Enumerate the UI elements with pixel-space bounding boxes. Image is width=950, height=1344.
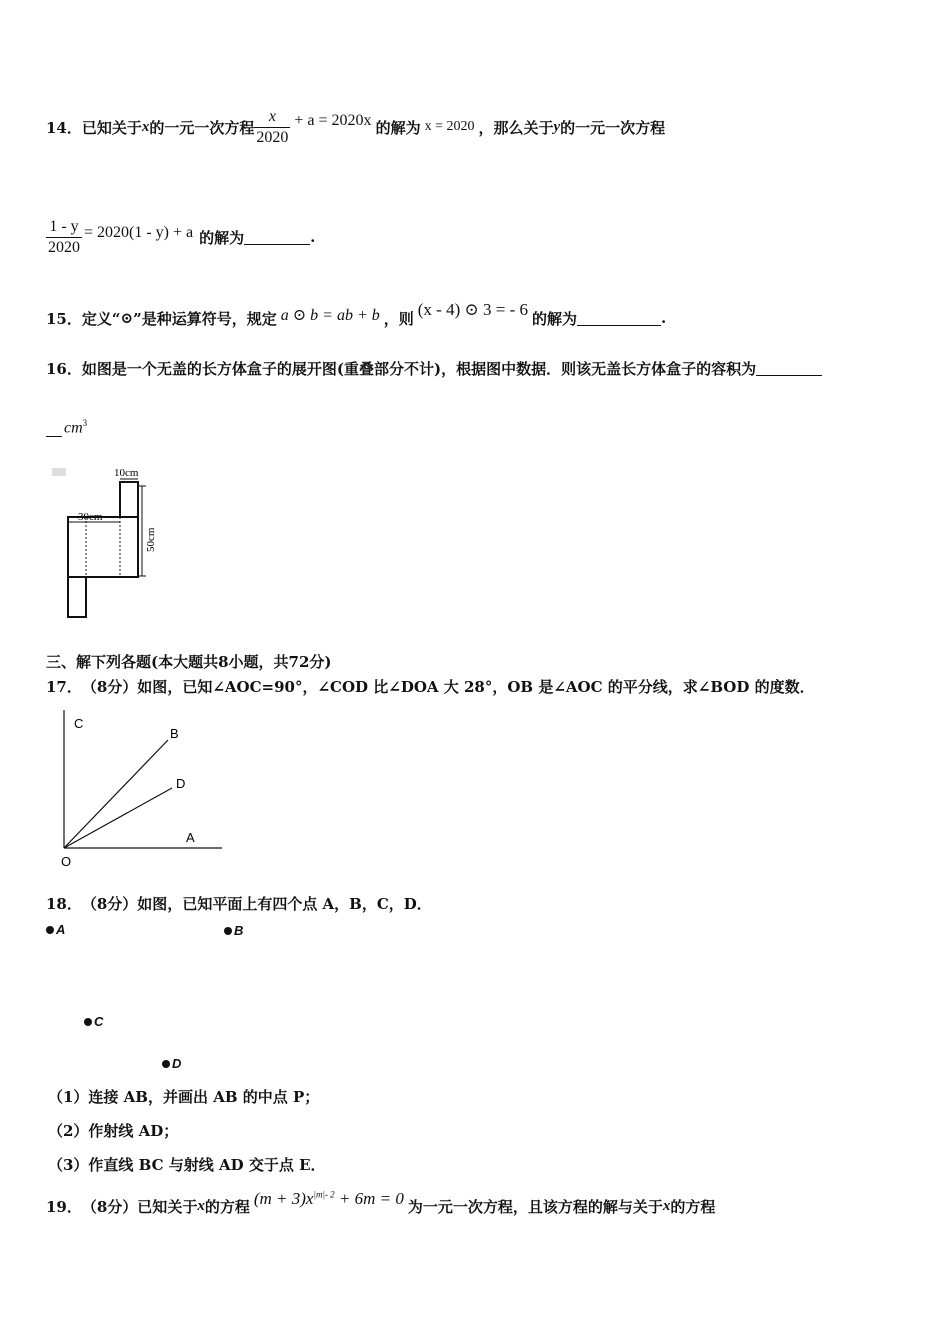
q18-item-2: （2）作射线 AD； [48, 1122, 179, 1140]
q16-label-30cm: 30cm [78, 511, 103, 523]
q17-line [46, 676, 815, 697]
q14-text-2: 的一元一次方程 [149, 118, 255, 137]
q14-equation-fraction [254, 107, 290, 148]
q19-line [46, 1188, 715, 1224]
q19-var-x: x [197, 1197, 205, 1214]
q18-point-b-dot [224, 927, 232, 935]
q17-label-o: O [61, 854, 72, 869]
q16-label-50cm: 50cm [145, 527, 157, 552]
q14-frac-numerator: x [254, 107, 290, 128]
q19-text-4: 的方程 [670, 1197, 716, 1216]
q14-text-7: . [310, 228, 316, 246]
q18-point-c-label: C [94, 1014, 104, 1029]
q16-unit-base: cm [64, 419, 83, 436]
q17-angle-figure [56, 708, 228, 870]
q18-item-1: （1）连接 AB，并画出 AB 的中点 P； [48, 1088, 320, 1106]
q15-number: 15． [46, 309, 82, 328]
q17-label-d: D [176, 776, 186, 791]
q17-text: （8分）如图，已知∠AOC=90°，∠COD 比∠DOA 大 28°，OB 是∠AOC 的平分线，求∠BOD 的度数． [81, 678, 815, 696]
q14-var-x: x [141, 118, 150, 135]
q16-line [46, 358, 822, 379]
q19-equation [254, 1189, 404, 1209]
q17-ray-od [64, 788, 172, 848]
q15-line [46, 300, 666, 336]
q14-text-4: ，那么关于 [478, 118, 554, 137]
q14-second-equation-fraction [46, 217, 82, 258]
q14-text-5: 的一元一次方程 [560, 118, 666, 137]
q16-top-face [120, 482, 138, 517]
q14-equation-rest: + a = 2020x [294, 112, 372, 129]
q16-bottom-face [68, 577, 86, 617]
q18-text: （8分）如图，已知平面上有四个点 A，B，C，D． [81, 895, 432, 913]
q19-number: 19． [46, 1197, 82, 1216]
q16-unit-exponent: 3 [82, 417, 88, 428]
q16-unit-line [46, 408, 87, 437]
q15-text-1: 定义“ [81, 309, 121, 328]
q18-item-3: （3）作直线 BC 与射线 AD 交于点 E． [48, 1156, 326, 1174]
q14-text-3: 的解为 [375, 118, 421, 137]
q15-operator: ⊙ [120, 309, 134, 327]
q16-faded-mark [52, 468, 66, 476]
q16-unit [64, 418, 87, 437]
q19-eq-base: (m + 3)x [253, 1189, 314, 1208]
q16-text: 如图是一个无盖的长方体盒子的展开图(重叠部分不计)，根据图中数据．则该无盖长方体盒子的容积为 [81, 360, 757, 378]
q18-point-d-label: D [172, 1056, 182, 1071]
q14-solution: x = 2020 [424, 119, 475, 134]
section3-heading: 三、解下列各题(本大题共8小题，共72分) [46, 653, 332, 671]
q14-text-6: 的解为 [199, 228, 245, 247]
q14-line2 [46, 214, 315, 260]
q17-ray-ob [64, 740, 168, 848]
q19-eq-rest: + 6m = 0 [338, 1189, 404, 1208]
q18-point-d [162, 1056, 181, 1071]
q15-answer-blank[interactable] [577, 311, 661, 326]
q19-var-x-2: x [662, 1197, 671, 1214]
q18-point-a [46, 922, 65, 937]
q19-text-2: 的方程 [204, 1197, 250, 1216]
q16-box-net-figure [50, 462, 170, 622]
q18-point-c-dot [84, 1018, 92, 1026]
q18-number: 18． [46, 895, 82, 913]
q18-point-b [224, 923, 243, 938]
q14-eq2-rest: = 2020(1 - y) + a [84, 224, 194, 241]
q14-text-1: 已知关于 [81, 118, 142, 137]
q17-label-a: A [186, 830, 195, 845]
q14-var-y: y [553, 118, 561, 135]
q18-point-b-label: B [234, 923, 244, 938]
q14-eq2-numerator: 1 - y [46, 217, 82, 238]
q15-text-4: 的解为 [531, 309, 577, 328]
q18-point-a-dot [46, 926, 54, 934]
q18-line [46, 893, 432, 914]
q18-point-d-dot [162, 1060, 170, 1068]
q16-number: 16． [46, 360, 82, 378]
q16-main-face [68, 517, 138, 577]
q19-text-3: 为一元一次方程，且该方程的解与关于 [407, 1197, 663, 1216]
q17-label-b: B [170, 726, 179, 741]
q15-text-2: ”是种运算符号，规定 [133, 309, 277, 328]
q15-definition: a ⊙ b = ab + b [280, 307, 380, 324]
q17-label-c: C [74, 716, 84, 731]
q14-line1 [46, 104, 665, 150]
q16-label-10cm: 10cm [114, 467, 139, 479]
q18-point-a-label: A [56, 922, 66, 937]
q19-text-1: （8分）已知关于 [81, 1197, 198, 1216]
q15-text-3: ，则 [383, 309, 414, 328]
q16-answer-blank-tail[interactable] [46, 408, 62, 437]
q15-text-5: . [661, 309, 667, 327]
q14-eq2-denominator: 2020 [48, 238, 80, 256]
q14-answer-blank[interactable] [244, 230, 310, 245]
q18-point-c [84, 1014, 103, 1029]
q15-expression: (x - 4) ⊙ 3 = - 6 [417, 300, 528, 319]
q17-number: 17． [46, 678, 82, 696]
q19-eq-exponent: |m|- 2 [313, 1189, 335, 1200]
q14-number: 14． [46, 118, 82, 137]
q16-answer-blank[interactable] [756, 361, 822, 376]
q14-frac-denominator: 2020 [256, 128, 289, 146]
